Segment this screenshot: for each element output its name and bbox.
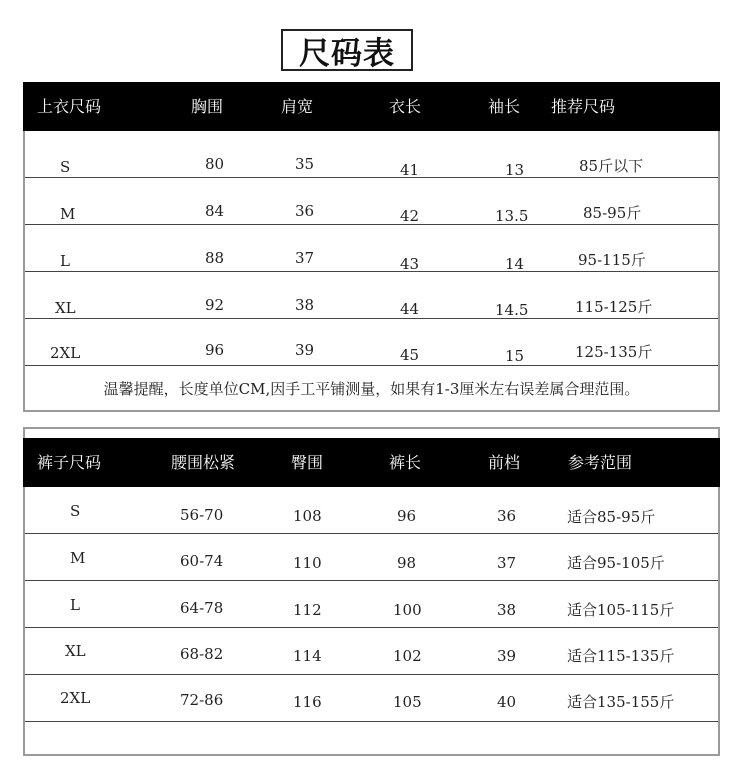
size-cell: 2XL bbox=[50, 344, 81, 362]
sleeve-cell: 13.5 bbox=[495, 207, 529, 225]
pants-table-header bbox=[23, 438, 720, 487]
length-cell: 41 bbox=[400, 161, 420, 179]
size-cell: XL bbox=[55, 299, 76, 317]
table-row bbox=[25, 628, 718, 675]
size-cell: XL bbox=[65, 642, 86, 660]
chest-cell: 80 bbox=[205, 155, 225, 173]
rise-cell: 37 bbox=[497, 554, 517, 572]
tops-header-sleeve: 袖长 bbox=[488, 97, 521, 116]
pants-header-range: 参考范围 bbox=[568, 453, 633, 472]
range-cell: 适合95-105斤 bbox=[567, 554, 665, 572]
size-cell: S bbox=[70, 502, 81, 520]
pants-header-length: 裤长 bbox=[389, 453, 422, 472]
recommended-cell: 85斤以下 bbox=[579, 157, 644, 175]
tops-header-length: 衣长 bbox=[389, 97, 422, 116]
range-cell: 适合135-155斤 bbox=[567, 693, 675, 711]
size-cell: L bbox=[70, 596, 80, 614]
range-cell: 适合85-95斤 bbox=[567, 508, 656, 526]
tops-header-recommended: 推荐尺码 bbox=[551, 97, 616, 116]
size-cell: L bbox=[60, 252, 70, 270]
waist-cell: 56-70 bbox=[180, 506, 224, 524]
pants-header-hip: 臀围 bbox=[291, 453, 324, 472]
waist-cell: 64-78 bbox=[180, 599, 224, 617]
pants-header-size: 裤子尺码 bbox=[37, 453, 102, 472]
tops-size-table bbox=[23, 82, 720, 412]
tops-table-header bbox=[23, 82, 720, 131]
length-cell: 42 bbox=[400, 207, 420, 225]
chest-cell: 84 bbox=[205, 202, 225, 220]
shoulder-cell: 36 bbox=[295, 202, 315, 220]
hip-cell: 116 bbox=[293, 693, 322, 711]
table-row bbox=[25, 225, 718, 272]
pants-size-table bbox=[23, 427, 720, 756]
hip-cell: 110 bbox=[293, 554, 322, 572]
table-row bbox=[25, 581, 718, 628]
shoulder-cell: 38 bbox=[295, 296, 315, 314]
length-cell: 105 bbox=[393, 693, 422, 711]
table-row bbox=[25, 487, 718, 534]
length-cell: 98 bbox=[397, 554, 417, 572]
measurement-note: 温馨提醒，长度单位CM,因手工平铺测量，如果有1-3厘米左右误差属合理范围。 bbox=[103, 380, 640, 398]
length-cell: 43 bbox=[400, 255, 420, 273]
rise-cell: 38 bbox=[497, 601, 517, 619]
sleeve-cell: 15 bbox=[505, 347, 525, 365]
hip-cell: 108 bbox=[293, 507, 322, 525]
table-row bbox=[25, 675, 718, 722]
range-cell: 适合115-135斤 bbox=[567, 647, 675, 665]
length-cell: 100 bbox=[393, 601, 422, 619]
hip-cell: 112 bbox=[293, 601, 322, 619]
hip-cell: 114 bbox=[293, 647, 322, 665]
table-row bbox=[25, 131, 718, 178]
recommended-cell: 125-135斤 bbox=[575, 343, 653, 361]
shoulder-cell: 37 bbox=[295, 249, 315, 267]
sleeve-cell: 14.5 bbox=[495, 301, 529, 319]
waist-cell: 60-74 bbox=[180, 552, 224, 570]
chest-cell: 88 bbox=[205, 249, 225, 267]
size-cell: S bbox=[60, 158, 71, 176]
tops-header-chest: 胸围 bbox=[191, 97, 224, 116]
recommended-cell: 85-95斤 bbox=[583, 204, 642, 222]
length-cell: 44 bbox=[400, 300, 420, 318]
length-cell: 45 bbox=[400, 346, 420, 364]
waist-cell: 72-86 bbox=[180, 691, 224, 709]
shoulder-cell: 35 bbox=[295, 155, 315, 173]
rise-cell: 39 bbox=[497, 647, 517, 665]
range-cell: 适合105-115斤 bbox=[567, 601, 675, 619]
size-cell: 2XL bbox=[60, 689, 91, 707]
recommended-cell: 95-115斤 bbox=[578, 251, 646, 269]
sleeve-cell: 13 bbox=[505, 161, 525, 179]
pants-header-rise: 前档 bbox=[488, 453, 521, 472]
table-row bbox=[25, 272, 718, 319]
pants-header-waist: 腰围松紧 bbox=[171, 453, 236, 472]
rise-cell: 40 bbox=[497, 693, 517, 711]
page-title: 尺码表 bbox=[281, 29, 413, 71]
chest-cell: 92 bbox=[205, 296, 225, 314]
length-cell: 102 bbox=[393, 647, 422, 665]
length-cell: 96 bbox=[397, 507, 417, 525]
tops-header-shoulder: 肩宽 bbox=[281, 97, 314, 116]
rise-cell: 36 bbox=[497, 507, 517, 525]
sleeve-cell: 14 bbox=[505, 255, 525, 273]
tops-header-size: 上衣尺码 bbox=[37, 97, 102, 116]
table-row bbox=[25, 178, 718, 225]
waist-cell: 68-82 bbox=[180, 645, 224, 663]
size-cell: M bbox=[70, 549, 86, 567]
recommended-cell: 115-125斤 bbox=[575, 298, 653, 316]
chest-cell: 96 bbox=[205, 341, 225, 359]
table-row bbox=[25, 319, 718, 366]
shoulder-cell: 39 bbox=[295, 341, 315, 359]
table-row bbox=[25, 534, 718, 581]
size-cell: M bbox=[60, 205, 76, 223]
